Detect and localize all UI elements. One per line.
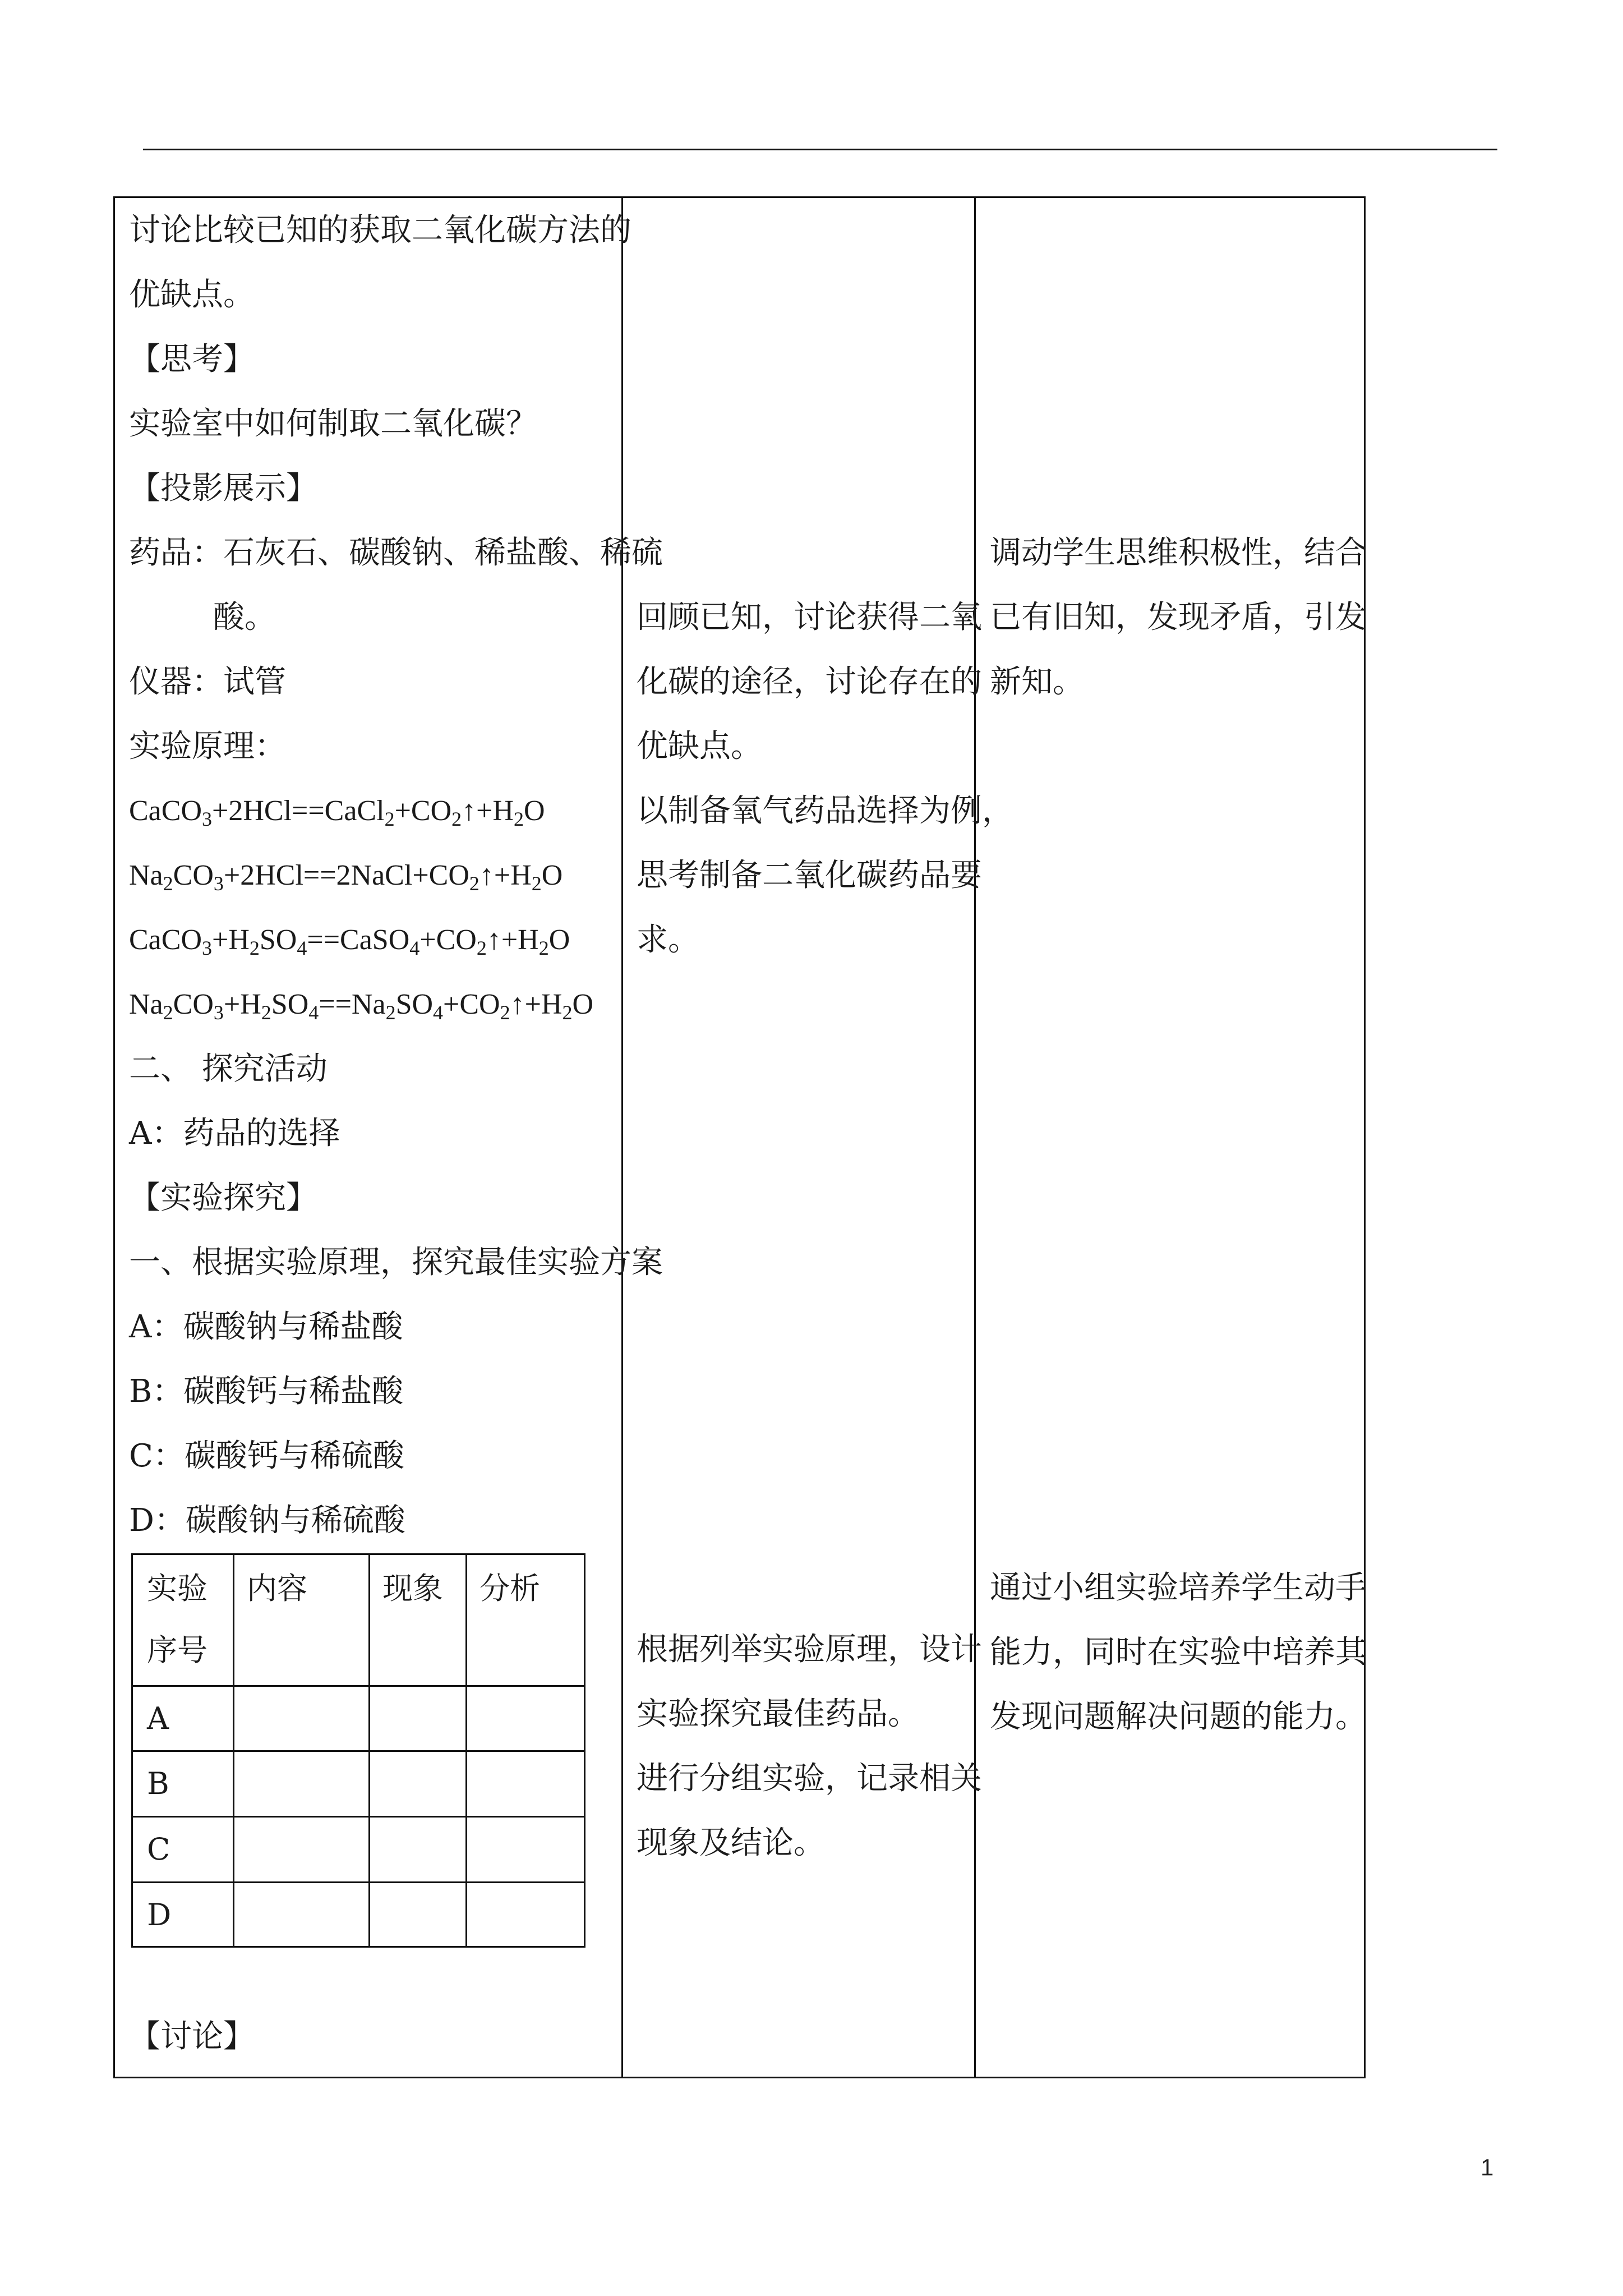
row-label: D [147,1897,172,1932]
lesson-plan-table [113,196,1366,2078]
page-number: 1 [1481,2154,1494,2180]
intent-line: 发现问题解决问题的能力。 [990,1699,1367,1735]
think-question: 实验室中如何制取二氧化碳？ [129,406,537,442]
activity-line: 实验探究最佳药品。 [637,1696,919,1732]
activity-line: 以制备氧气药品选择为例， [637,793,1013,829]
think-heading: 【思考】 [129,341,255,378]
activity-line: 求。 [637,922,699,958]
projection-heading: 【投影展示】 [129,470,317,507]
intent-line: 已有旧知，发现矛盾，引发 [990,599,1367,636]
apparatus-line: 仪器：试管 [129,664,286,700]
intent-line: 新知。 [990,664,1084,700]
scheme-title: 一、根据实验原理，探究最佳实验方案 [129,1244,663,1281]
table-divider [133,1685,584,1687]
section-heading: 二、 探究活动 [129,1051,328,1087]
header-cell: 分析 [479,1571,540,1606]
option-item: D：碳酸钠与稀硫酸 [129,1502,405,1539]
equation: $CaCO_3+H_2SO_4==CaSO_4+CO_2↑+H_2O$ [129,924,570,959]
intro-line: 讨论比较已知的获取二氧化碳方法的 [129,212,631,249]
activity-line: 回顾已知，讨论获得二氧 [637,599,982,636]
activity-line: 进行分组实验，记录相关 [637,1760,982,1797]
teaching-content-column [129,198,663,1553]
intent-line: 调动学生思维积极性，结合 [990,535,1367,571]
student-activity-block [637,1617,982,1875]
row-label: A [147,1701,169,1736]
header-cell: 序号 [147,1632,208,1668]
discussion-heading: 【讨论】 [129,2018,255,2055]
header-cell: 内容 [247,1571,307,1606]
design-intent-block [990,1556,1367,1749]
row-label: B [147,1766,169,1801]
option-item: A：碳酸钠与稀盐酸 [129,1309,403,1345]
header-rule [143,149,1497,150]
intro-line: 优缺点。 [129,277,255,313]
intent-line: 能力，同时在实验中培养其 [990,1634,1367,1671]
activity-line: 化碳的途径，讨论存在的 [637,664,982,700]
intent-line: 通过小组实验培养学生动手 [990,1570,1367,1606]
part-heading: A：药品的选择 [129,1115,340,1152]
design-intent-block [990,521,1367,714]
header-cell: 实验 [147,1571,208,1606]
equation: $Na_2CO_3+H_2SO_4==Na_2SO_4+CO_2↑+H_2O$ [129,988,594,1024]
table-divider [133,1816,584,1818]
activity-line: 根据列举实验原理，设计 [637,1631,982,1668]
reagents-line: 酸。 [213,599,276,636]
activity-line: 现象及结论。 [637,1825,825,1861]
student-activity-block [637,585,1013,972]
header-cell: 现象 [382,1571,443,1606]
reagents-line: 药品：石灰石、碳酸钠、稀盐酸、稀硫 [129,535,663,571]
equation: $CaCO_3+2HCl==CaCl_2+CO_2↑+H_2O$ [129,795,545,830]
activity-line: 思考制备二氧化碳药品要 [637,857,982,894]
option-item: B：碳酸钙与稀盐酸 [129,1373,404,1410]
experiment-record-table [131,1553,585,1948]
experiment-heading: 【实验探究】 [129,1180,317,1216]
activity-line: 优缺点。 [637,728,762,765]
principle-label: 实验原理： [129,728,286,765]
equation: $Na_2CO_3+2HCl==2NaCl+CO_2↑+H_2O$ [129,859,563,895]
table-divider [133,1881,584,1883]
row-label: C [147,1832,170,1867]
header-serial [147,1558,208,1681]
table-divider [133,1750,584,1752]
option-item: C：碳酸钙与稀硫酸 [129,1438,404,1474]
